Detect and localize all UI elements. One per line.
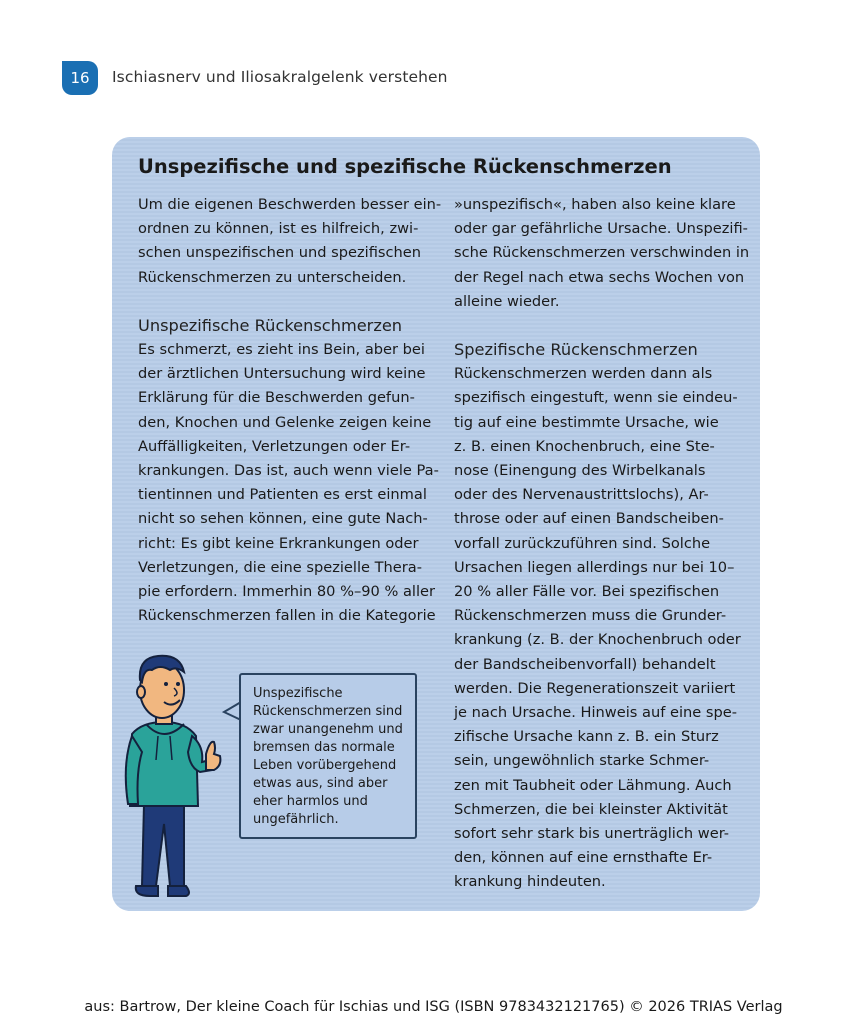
text-line: vorfall zurückzuführen sind. Solche: [454, 534, 711, 552]
text-line: den, Knochen und Gelenke zeigen keine: [138, 413, 432, 431]
text-line: sofort sehr stark bis unerträglich wer-: [454, 825, 730, 843]
text-line: zifische Ursache kann z. B. ein Sturz: [454, 728, 719, 746]
bubble-line: eher harmlos und: [253, 794, 368, 809]
page-number: 16: [70, 69, 90, 87]
text-line: Rückenschmerzen muss die Grunder-: [454, 607, 727, 625]
footer-citation: aus: Bartrow, Der kleine Coach für Ischias und ISG (ISBN 9783432121765) © 2026 TRIAS Verlag: [84, 999, 783, 1015]
bubble-line: Unspezifische: [253, 686, 343, 701]
subheading-unspecific: Unspezifische Rückenschmerzen: [138, 315, 403, 335]
text-line: nose (Einengung des Wirbelkanals: [454, 462, 706, 480]
text-line: schen unspezifischen und spezifischen: [138, 244, 421, 262]
text-line: throse oder auf einen Bandscheiben-: [454, 510, 724, 528]
text-line: Auffälligkeiten, Verletzungen oder Er-: [138, 437, 411, 455]
text-line: der Bandscheibenvorfall) behandelt: [454, 655, 716, 673]
text-line: 20 % aller Fälle vor. Bei spezifischen: [454, 583, 720, 601]
text-line: sche Rückenschmerzen verschwinden in: [454, 244, 750, 262]
text-line: der Regel nach etwa sechs Wochen von: [454, 268, 745, 286]
text-line: krankungen. Das ist, auch wenn viele Pa-: [138, 462, 439, 480]
text-line: richt: Es gibt keine Erkrankungen oder: [138, 534, 419, 552]
text-line: krankung (z. B. der Knochenbruch oder: [454, 631, 741, 649]
text-line: tientinnen und Patienten es erst einmal: [138, 486, 427, 504]
text-line: nicht so sehen können, eine gute Nach-: [138, 510, 428, 528]
text-line: Rückenschmerzen zu unterscheiden.: [138, 268, 407, 286]
text-line: der ärztlichen Untersuchung wird keine: [138, 365, 426, 383]
text-line: ordnen zu können, ist es hilfreich, zwi-: [138, 220, 419, 238]
text-line: oder des Nervenaustrittslochs), Ar-: [454, 486, 709, 504]
bubble-line: bremsen das normale: [253, 740, 395, 755]
text-line: Es schmerzt, es zieht ins Bein, aber bei: [138, 341, 425, 359]
text-line: Rückenschmerzen fallen in die Kategorie: [138, 607, 436, 625]
bubble-line: etwas aus, sind aber: [253, 776, 388, 791]
text-line: pie erfordern. Immerhin 80 %–90 % aller: [138, 583, 436, 601]
text-line: werden. Die Regenerationszeit variiert: [454, 679, 736, 697]
bubble-line: Leben vorübergehend: [253, 758, 397, 773]
text-line: sein, ungewöhnlich starke Schmer-: [454, 752, 710, 770]
text-line: alleine wieder.: [454, 292, 560, 310]
text-line: Erklärung für die Beschwerden gefun-: [138, 389, 415, 407]
text-line: den, können auf eine ernsthafte Er-: [454, 849, 713, 867]
bubble-line: ungefährlich.: [253, 812, 339, 827]
page-number-badge: [62, 61, 98, 95]
bubble-line: zwar unangenehm und: [253, 722, 403, 737]
text-line: z. B. einen Knochenbruch, eine Ste-: [454, 437, 715, 455]
subheading-specific: Spezifische Rückenschmerzen: [454, 340, 698, 360]
cartoon-man-illustration: [114, 654, 224, 899]
running-head: Ischiasnerv und Iliosakralgelenk verstehen: [112, 68, 448, 86]
text-line: spezifisch eingestuft, wenn sie eindeu-: [454, 389, 738, 407]
speech-bubble: [239, 673, 417, 839]
text-line: krankung hindeuten.: [454, 873, 606, 891]
text-line: zen mit Taubheit oder Lähmung. Auch: [454, 776, 732, 794]
left-column: [138, 193, 442, 628]
text-line: Schmerzen, die bei kleinster Aktivität: [454, 800, 728, 818]
text-line: Um die eigenen Beschwerden besser ein-: [138, 196, 442, 213]
right-column: [454, 193, 750, 895]
text-line: je nach Ursache. Hinweis auf eine spe-: [454, 704, 738, 722]
box-title: Unspezifische und spezifische Rückenschmerzen: [138, 155, 672, 178]
text-line: Ursachen liegen allerdings nur bei 10–: [454, 558, 735, 576]
text-line: Verletzungen, die eine spezielle Thera-: [138, 558, 422, 576]
bubble-line: Rückenschmerzen sind: [253, 704, 403, 719]
text-line: Rückenschmerzen werden dann als: [454, 365, 713, 383]
text-line: »unspezifisch«, haben also keine klare: [454, 196, 736, 213]
text-line: tig auf eine bestimmte Ursache, wie: [454, 413, 719, 431]
text-line: oder gar gefährliche Ursache. Unspezifi-: [454, 220, 748, 238]
